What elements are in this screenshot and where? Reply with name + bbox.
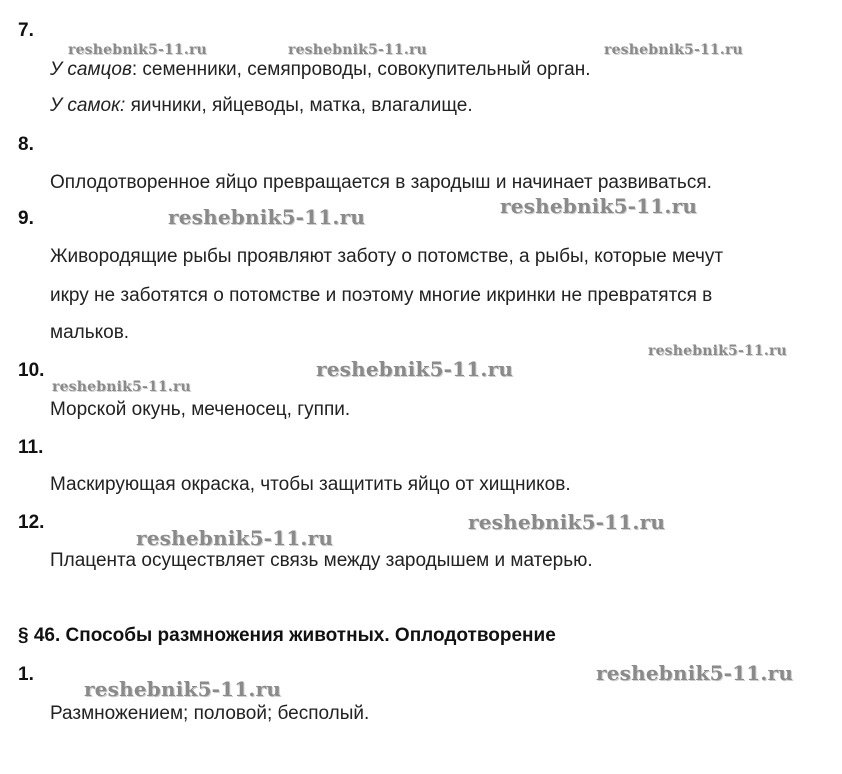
- male-organs: : семенники, семяпроводы, совокупительный орган.: [131, 59, 591, 80]
- watermark: reshebnik5-11.ru: [136, 526, 334, 550]
- item-9-line-3: мальков.: [50, 322, 130, 343]
- item-number-12: 12.: [18, 512, 45, 533]
- section-item-number-1: 1.: [18, 664, 34, 685]
- watermark: reshebnik5-11.ru: [68, 42, 207, 58]
- watermark: reshebnik5-11.ru: [604, 42, 743, 58]
- watermark: reshebnik5-11.ru: [316, 357, 514, 381]
- item-9-line-2: икру не заботятся о потомстве и поэтому многие икринки не превратятся в: [50, 285, 713, 306]
- watermark: reshebnik5-11.ru: [500, 194, 698, 218]
- watermark: reshebnik5-11.ru: [52, 379, 191, 395]
- item-9-line-1: Живородящие рыбы проявляют заботу о потомстве, а рыбы, которые мечут: [50, 246, 724, 267]
- section-heading: § 46. Способы размножения животных. Оплодотворение: [18, 625, 556, 646]
- watermark: reshebnik5-11.ru: [84, 677, 282, 701]
- section-item-1-text: Размножением; половой; бесполый.: [50, 703, 370, 724]
- item-8-text: Оплодотворенное яйцо превращается в зародыш и начинает развиваться.: [50, 172, 712, 193]
- item-number-7: 7.: [18, 20, 34, 41]
- item-number-8: 8.: [18, 134, 34, 155]
- female-label: У самок:: [50, 95, 126, 116]
- female-organs: яичники, яйцеводы, матка, влагалище.: [125, 95, 473, 116]
- item-number-9: 9.: [18, 208, 34, 229]
- item-7-male-line: [50, 59, 590, 81]
- item-number-10: 10.: [18, 360, 45, 381]
- watermark: reshebnik5-11.ru: [168, 205, 366, 229]
- watermark: reshebnik5-11.ru: [648, 343, 787, 359]
- item-7-female-line: [50, 95, 473, 117]
- watermark: reshebnik5-11.ru: [468, 510, 666, 534]
- watermark: reshebnik5-11.ru: [288, 42, 427, 58]
- item-11-text: Маскирующая окраска, чтобы защитить яйцо от хищников.: [50, 474, 571, 495]
- watermark: reshebnik5-11.ru: [596, 661, 794, 685]
- item-12-text: Плацента осуществляет связь между зародышем и матерью.: [50, 550, 593, 571]
- item-10-text: Морской окунь, меченосец, гуппи.: [50, 399, 351, 420]
- male-label: У самцов: [50, 59, 132, 80]
- item-number-11: 11.: [18, 437, 44, 458]
